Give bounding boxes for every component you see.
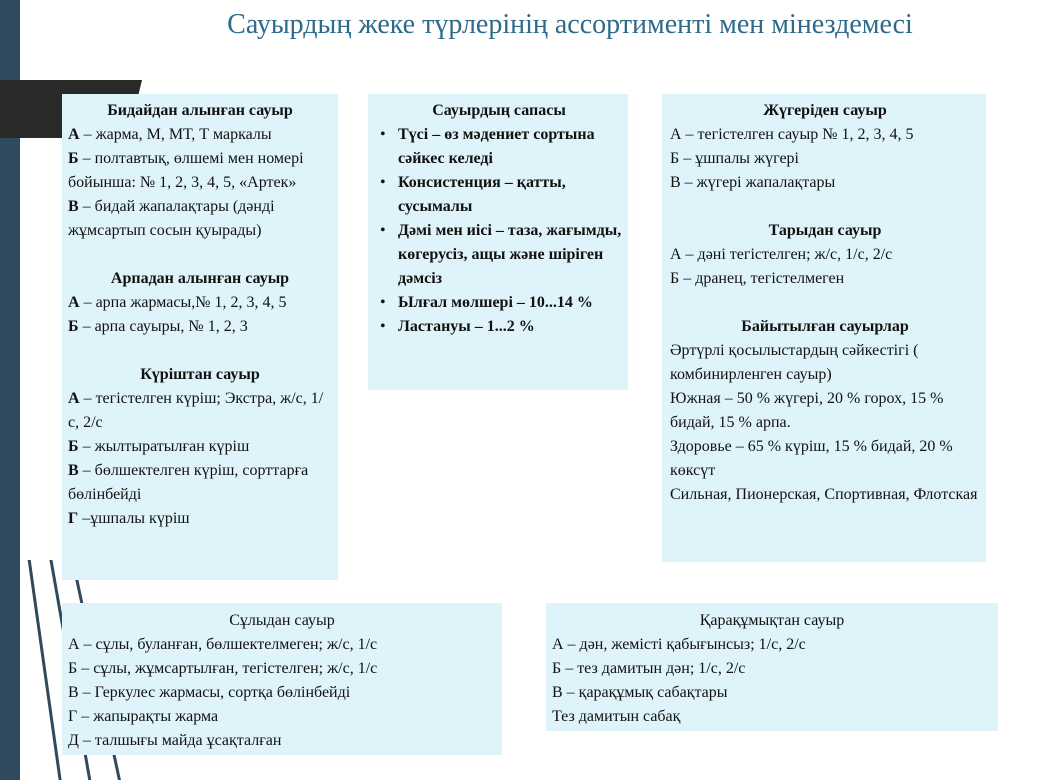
rice-item-a: А – тегістелген күріш; Экстра, ж/с, 1/с, 2/с — [68, 390, 324, 431]
buckwheat-line-a: А – дән, жемісті қабығынсыз; 1/с, 2/с — [552, 636, 806, 653]
quality-item-moisture: • Ылғал мөлшері – 10...14 % — [376, 291, 622, 315]
oats-box — [62, 603, 502, 755]
corn-heading: Жүгеріден сауыр — [763, 102, 887, 119]
wheat-item-a: А – жарма, М, МТ, Т маркалы — [68, 126, 272, 143]
oats-line-g: Г – жапырақты жарма — [68, 708, 219, 725]
rice-item-v: В – бөлшектелген күріш, сорттарға бөлінбейді — [68, 462, 309, 503]
enriched-line-2: Южная – 50 % жүгері, 20 % горох, 15 % бидай, 15 % арпа. — [670, 390, 944, 431]
millet-line-b: Б – дранец, тегістелмеген — [670, 270, 845, 287]
corn-line-v: В – жүгері жапалақтары — [670, 174, 836, 191]
buckwheat-line-b: Б – тез дамитын дән; 1/с, 2/с — [552, 660, 746, 677]
rice-item-g: Г –ұшпалы күріш — [68, 510, 190, 527]
buckwheat-line-4: Тез дамитын сабақ — [552, 708, 681, 725]
millet-line-a: А – дәні тегістелген; ж/с, 1/с, 2/с — [670, 246, 893, 263]
barley-item-a: А – арпа жармасы,№ 1, 2, 3, 4, 5 — [68, 294, 287, 311]
wheat-item-v: В – бидай жапалақтары (дәнді жұмсартып сосын қуырады) — [68, 198, 275, 239]
left-info-box — [62, 94, 338, 580]
quality-heading: Сауырдың сапасы — [432, 102, 566, 119]
oats-line-v: В – Геркулес жармасы, сортқа бөлінбейді — [68, 684, 351, 701]
quality-item-taste: • Дәмі мен иісі – таза, жағымды, көгерусіз, ащы және шіріген дәмсіз — [376, 219, 622, 291]
rice-item-b: Б – жылтыратылған күріш — [68, 438, 250, 455]
quality-list — [376, 123, 622, 339]
oats-heading: Сұлыдан сауыр — [229, 612, 335, 629]
barley-heading: Арпадан алынған сауыр — [110, 270, 290, 287]
millet-heading: Тарыдан сауыр — [768, 222, 882, 239]
wheat-heading: Бидайдан алынған сауыр — [107, 102, 293, 119]
barley-item-b: Б – арпа сауыры, № 1, 2, 3 — [68, 318, 248, 335]
enriched-line-4: Сильная, Пионерская, Спортивная, Флотская — [670, 486, 978, 503]
rice-heading: Күріштан сауыр — [140, 366, 260, 383]
slide-title: Сауырдың жеке түрлерінің ассортименті мен мінездемесі — [227, 9, 913, 40]
enriched-heading: Байытылған сауырлар — [741, 318, 909, 335]
buckwheat-box — [546, 603, 998, 731]
quality-item-consistency: • Консистенция – қатты, сусымалы — [376, 171, 622, 219]
oats-line-d: Д – талшығы майда ұсақталған — [68, 732, 282, 749]
buckwheat-heading: Қарақұмықтан сауыр — [699, 612, 845, 629]
buckwheat-line-v: В – қарақұмық сабақтары — [552, 684, 728, 701]
right-info-box — [662, 94, 986, 562]
quality-box — [368, 94, 628, 390]
wheat-item-b: Б – полтавтық, өлшемі мен номері бойынша: № 1, 2, 3, 4, 5, «Артек» — [68, 150, 304, 191]
oats-line-b: Б – сұлы, жұмсартылған, тегістелген; ж/с, 1/с — [68, 660, 378, 677]
corn-line-b: Б – ұшпалы жүгері — [670, 150, 799, 167]
oats-line-a: А – сұлы, буланған, бөлшектелмеген; ж/с, 1/с — [68, 636, 378, 653]
corn-line-a: А – тегістелген сауыр № 1, 2, 3, 4, 5 — [670, 126, 914, 143]
enriched-line-3: Здоровье – 65 % күріш, 15 % бидай, 20 % көксүт — [670, 438, 953, 479]
quality-item-contamination: • Ластануы – 1...2 % — [376, 315, 622, 339]
enriched-line-1: Әртүрлі қосылыстардың сәйкестігі ( комбинирленген сауыр) — [670, 342, 919, 383]
quality-item-color: • Түсі – өз мәдениет сортына сәйкес келеді — [376, 123, 622, 171]
